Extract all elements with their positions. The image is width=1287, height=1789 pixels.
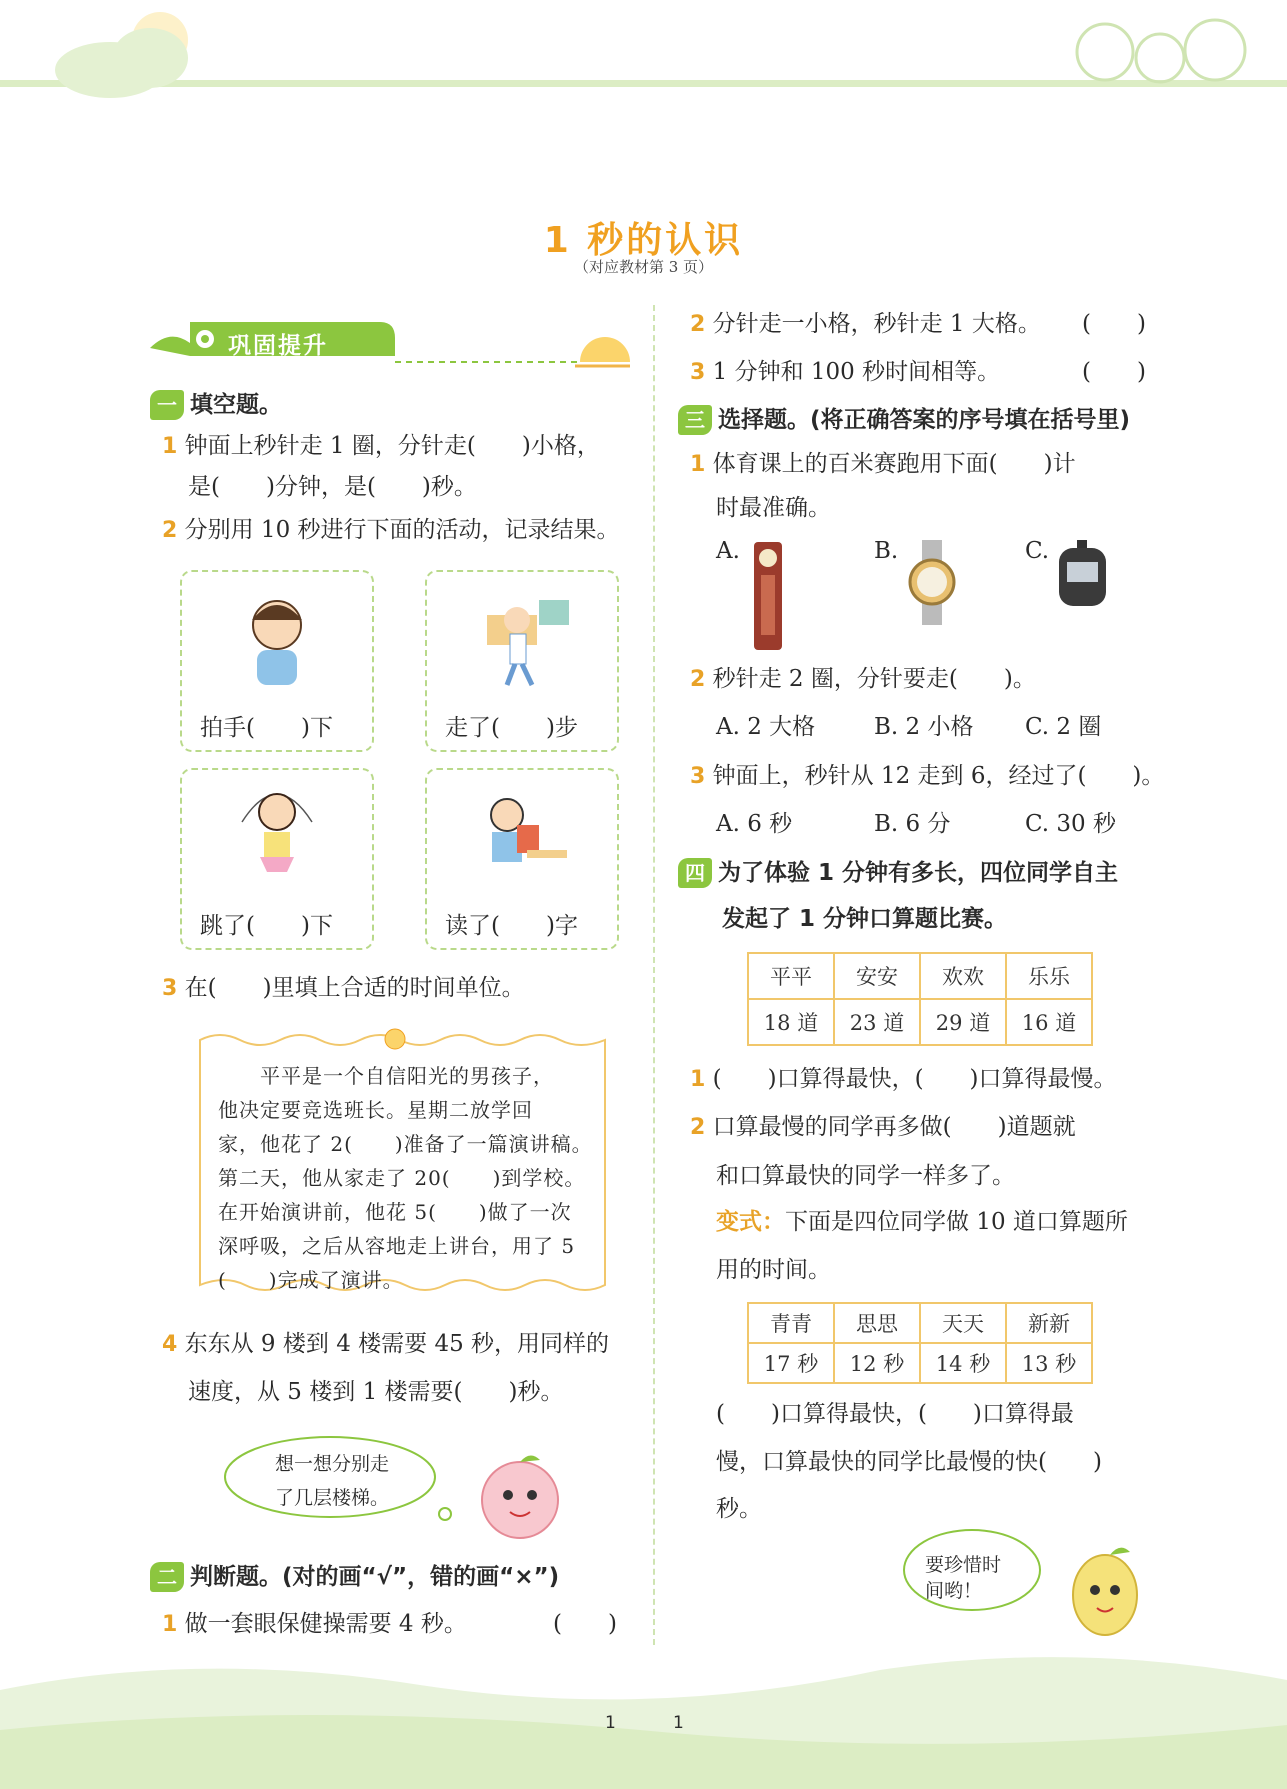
table-cell: 16 道 <box>1006 999 1092 1045</box>
table-cell: 青青 <box>748 1303 834 1343</box>
table-cell: 平平 <box>748 953 834 999</box>
s3-q2: 2 秒针走 2 圈，分针要走( )。 <box>690 666 1036 692</box>
table-cell: 欢欢 <box>920 953 1006 999</box>
s4-answer-line3: 秒。 <box>716 1496 762 1522</box>
column-divider <box>653 305 655 1645</box>
story-line: 家，他花了 2( )准备了一篇演讲稿。 <box>218 1132 593 1156</box>
pic-box-clap <box>180 570 374 752</box>
table-cell: 思思 <box>834 1303 920 1343</box>
s3-q3-opt-a: A. 6 秒 <box>716 811 793 837</box>
s4-variant-line2: 用的时间。 <box>716 1257 831 1283</box>
banner-decoration <box>150 308 630 368</box>
table-cell: 新新 <box>1006 1303 1092 1343</box>
stopwatch-icon <box>1055 540 1110 612</box>
child-clapping-icon <box>232 590 322 690</box>
story-line: 平平是一个自信阳光的男孩子， <box>218 1064 554 1088</box>
boy-reading-icon <box>472 790 572 890</box>
time-table <box>747 1302 1093 1384</box>
title-text: 秒的认识 <box>587 220 744 261</box>
s3-q1-opt-a: A. <box>716 538 740 564</box>
s3-q1-opt-c: C. <box>1025 538 1050 564</box>
page-subtitle: （对应教材第 3 页） <box>573 258 714 276</box>
peach-mascot-icon <box>470 1450 570 1550</box>
s3-q2-opt-b: B. 2 小格 <box>874 714 974 740</box>
story-line: ( )完成了演讲。 <box>218 1268 404 1292</box>
story-line: 第二天，他从家走了 20( )到学校。 <box>218 1166 586 1190</box>
story-box <box>190 1025 615 1300</box>
header-decoration <box>0 0 1287 120</box>
section1-heading <box>150 390 282 420</box>
thought-bubble-text: 想一想分别走 了几层楼梯。 <box>275 1453 390 1509</box>
s4-q2-line2: 和口算最快的同学一样多了。 <box>716 1163 1015 1189</box>
table-cell: 13 秒 <box>1006 1343 1092 1383</box>
pic-label-clap: 拍手( )下 <box>200 715 333 741</box>
section2-title: 判断题。(对的画“√”，错的画“×”) <box>190 1564 560 1590</box>
table-cell: 12 秒 <box>834 1343 920 1383</box>
table-cell: 23 道 <box>834 999 920 1045</box>
wristwatch-icon <box>905 540 960 625</box>
sunrise-icon <box>575 337 630 366</box>
story-text <box>218 1059 608 1297</box>
speech-bubble-text: 要珍惜时 间哟！ <box>925 1554 1002 1602</box>
s1-q2: 2 分别用 10 秒进行下面的活动，记录结果。 <box>162 517 620 543</box>
table-cell: 14 秒 <box>920 1343 1006 1383</box>
table-cell: 安安 <box>834 953 920 999</box>
table-cell: 乐乐 <box>1006 953 1092 999</box>
title-number: 1 <box>543 220 572 261</box>
page-number-left: 1 <box>605 1713 616 1733</box>
pic-label-walk: 走了( )步 <box>445 715 578 741</box>
s3-q1-line2: 时最准确。 <box>716 495 831 521</box>
s4-answer-line2: 慢，口算最快的同学比最慢的快( ) <box>716 1449 1102 1475</box>
race-table <box>747 952 1093 1046</box>
footer-landscape <box>0 1630 1287 1789</box>
s1-q4-line1: 4 东东从 9 楼到 4 楼需要 45 秒，用同样的 <box>162 1331 610 1357</box>
s2-item-3: 3 1 分钟和 100 秒时间相等。 <box>690 359 1001 385</box>
s3-q2-opt-a: A. 2 大格 <box>716 714 816 740</box>
s2-item-1: 1 做一套眼保健操需要 4 秒。 <box>162 1611 467 1637</box>
section4-title-line2: 发起了 1 分钟口算题比赛。 <box>722 906 1008 932</box>
table-row <box>748 999 1092 1045</box>
variant-label: 变式： <box>716 1209 785 1235</box>
section3-title: 选择题。(将正确答案的序号填在括号里) <box>718 407 1131 433</box>
s3-q2-opt-c: C. 2 圈 <box>1025 714 1102 740</box>
story-line: 他决定要竞选班长。星期二放学回 <box>218 1098 533 1122</box>
section4-badge: 四 <box>678 858 712 888</box>
s1-q3: 3 在( )里填上合适的时间单位。 <box>162 975 525 1001</box>
s2-item-2-paren: ( ) <box>1082 311 1146 337</box>
s1-q4-line2: 速度，从 5 楼到 1 楼需要( )秒。 <box>188 1379 564 1405</box>
section4-title-line1: 为了体验 1 分钟有多长，四位同学自主 <box>718 860 1119 886</box>
section3-badge: 三 <box>678 405 712 435</box>
s3-q3-opt-b: B. 6 分 <box>874 811 951 837</box>
s4-variant-line1: 变式：下面是四位同学做 10 道口算题所 <box>716 1209 1128 1235</box>
section2-heading <box>150 1562 559 1592</box>
s4-q2-line1: 2 口算最慢的同学再多做( )道题就 <box>690 1114 1076 1140</box>
banner-label: 巩固提升 <box>228 333 328 359</box>
page-number-right: 1 <box>673 1713 684 1733</box>
section1-badge: 一 <box>150 390 184 420</box>
table-cell: 18 道 <box>748 999 834 1045</box>
story-line: 在开始演讲前，他花 5( )做了一次 <box>218 1200 572 1224</box>
s3-q1-opt-b: B. <box>874 538 899 564</box>
s2-item-3-paren: ( ) <box>1082 359 1146 385</box>
s2-item-2: 2 分针走一小格，秒针走 1 大格。 <box>690 311 1041 337</box>
girl-jumping-rope-icon <box>232 782 322 892</box>
s1-q1-line2: 是( )分钟，是( )秒。 <box>188 474 477 500</box>
table-cell: 29 道 <box>920 999 1006 1045</box>
section4-heading <box>678 858 1118 888</box>
s3-q3: 3 钟面上，秒针从 12 走到 6，经过了( )。 <box>690 763 1165 789</box>
s4-q1: 1 ( )口算得最快，( )口算得最慢。 <box>690 1066 1117 1092</box>
s1-q1-line1: 1 钟面上秒针走 1 圈，分针走( )小格， <box>162 433 600 459</box>
table-cell: 天天 <box>920 1303 1006 1343</box>
pic-box-jump <box>180 768 374 950</box>
s2-item-1-paren: ( ) <box>553 1611 617 1637</box>
story-line: 深呼吸，之后从容地走上讲台，用了 5 <box>218 1234 576 1258</box>
table-row <box>748 953 1092 999</box>
pic-box-walk <box>425 570 619 752</box>
s3-q3-opt-c: C. 30 秒 <box>1025 811 1116 837</box>
grandfather-clock-icon <box>748 540 788 655</box>
table-row <box>748 1343 1092 1383</box>
section1-title: 填空题。 <box>190 392 282 418</box>
sun-icon <box>385 1029 405 1049</box>
s3-q1-line1: 1 体育课上的百米赛跑用下面( )计 <box>690 451 1076 477</box>
pic-label-read: 读了( )字 <box>445 913 578 939</box>
section3-heading <box>678 405 1130 435</box>
pic-label-jump: 跳了( )下 <box>200 913 333 939</box>
s4-answer-line1: ( )口算得最快，( )口算得最 <box>716 1401 1074 1427</box>
pic-box-read <box>425 768 619 950</box>
animal-faces-icon <box>1077 20 1245 82</box>
table-row <box>748 1303 1092 1343</box>
table-cell: 17 秒 <box>748 1343 834 1383</box>
section2-badge: 二 <box>150 1562 184 1592</box>
child-walking-icon <box>477 590 577 690</box>
